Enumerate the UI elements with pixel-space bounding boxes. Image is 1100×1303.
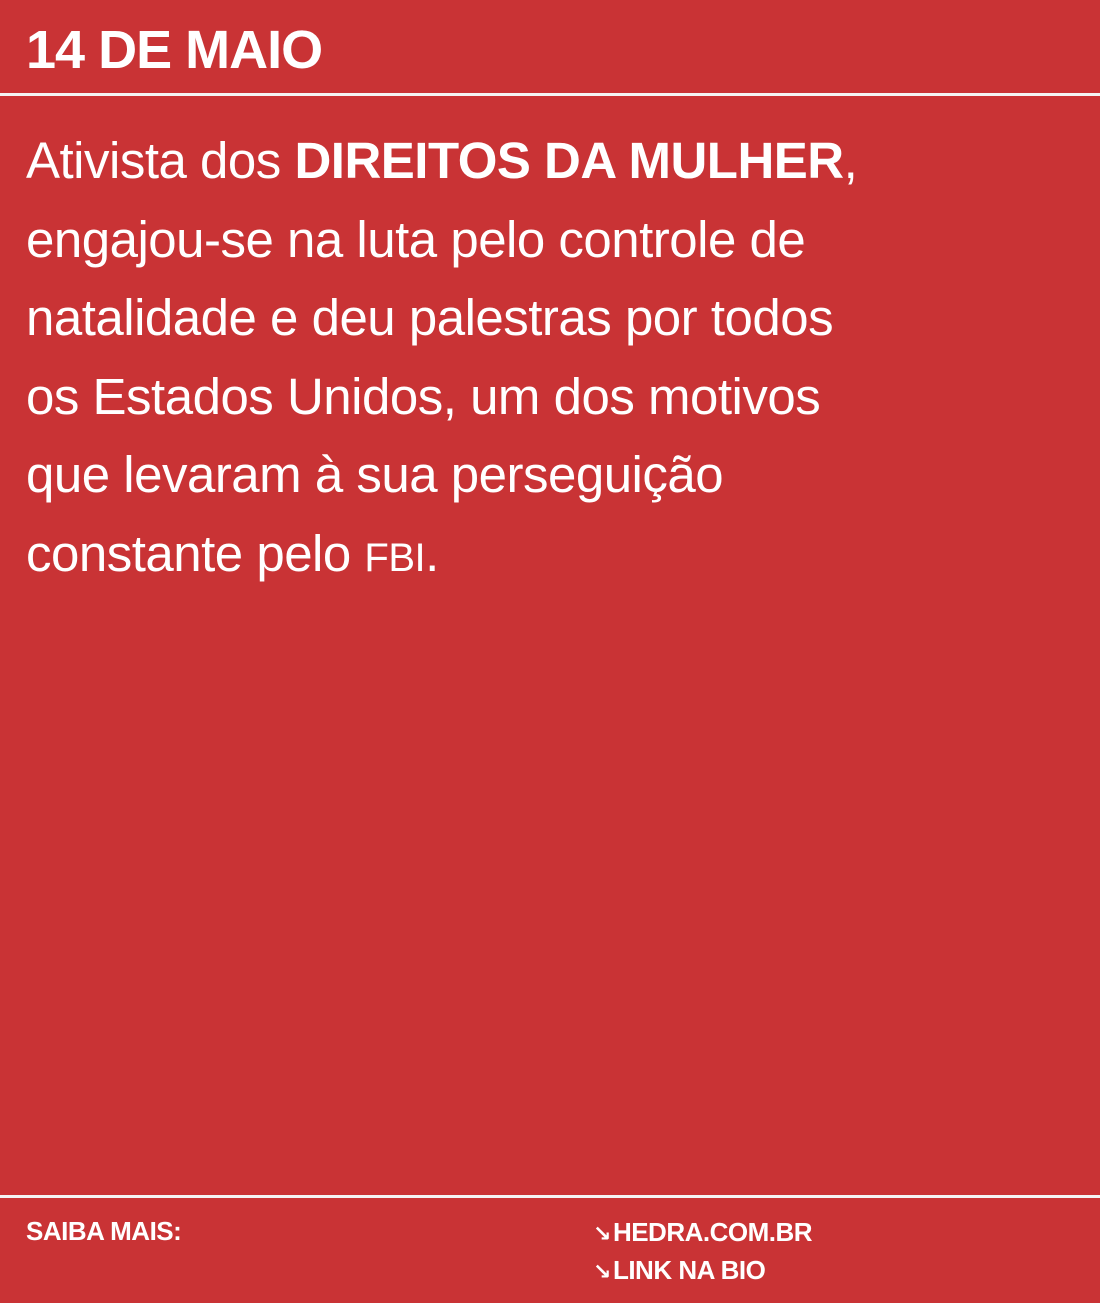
page-title: 14 DE MAIO <box>26 20 323 80</box>
arrow-down-right-icon: ↘ <box>593 1221 611 1246</box>
highlight-text: DIREITOS DA MULHER <box>294 132 844 189</box>
link-na-bio[interactable]: ↘LINK NA BIO <box>593 1252 812 1290</box>
body-line: os Estados Unidos, um dos motivos <box>26 367 821 425</box>
body-line: constante pelo FBI. <box>26 524 439 582</box>
top-divider <box>0 93 1100 96</box>
footer-links <box>593 1214 812 1290</box>
body-paragraph <box>26 122 1086 597</box>
saiba-mais-label: SAIBA MAIS: <box>26 1216 182 1246</box>
body-line: engajou-se na luta pelo controle de <box>26 210 806 268</box>
abbreviation: FBI <box>364 535 426 580</box>
link-hedra[interactable]: ↘HEDRA.COM.BR <box>593 1214 812 1252</box>
arrow-down-right-icon: ↘ <box>593 1259 611 1284</box>
bottom-divider <box>0 1195 1100 1198</box>
body-line: que levaram à sua perseguição <box>26 446 724 503</box>
body-line: natalidade e deu palestras por todos <box>26 289 834 346</box>
body-line: Ativista dos DIREITOS DA MULHER, <box>26 132 858 189</box>
